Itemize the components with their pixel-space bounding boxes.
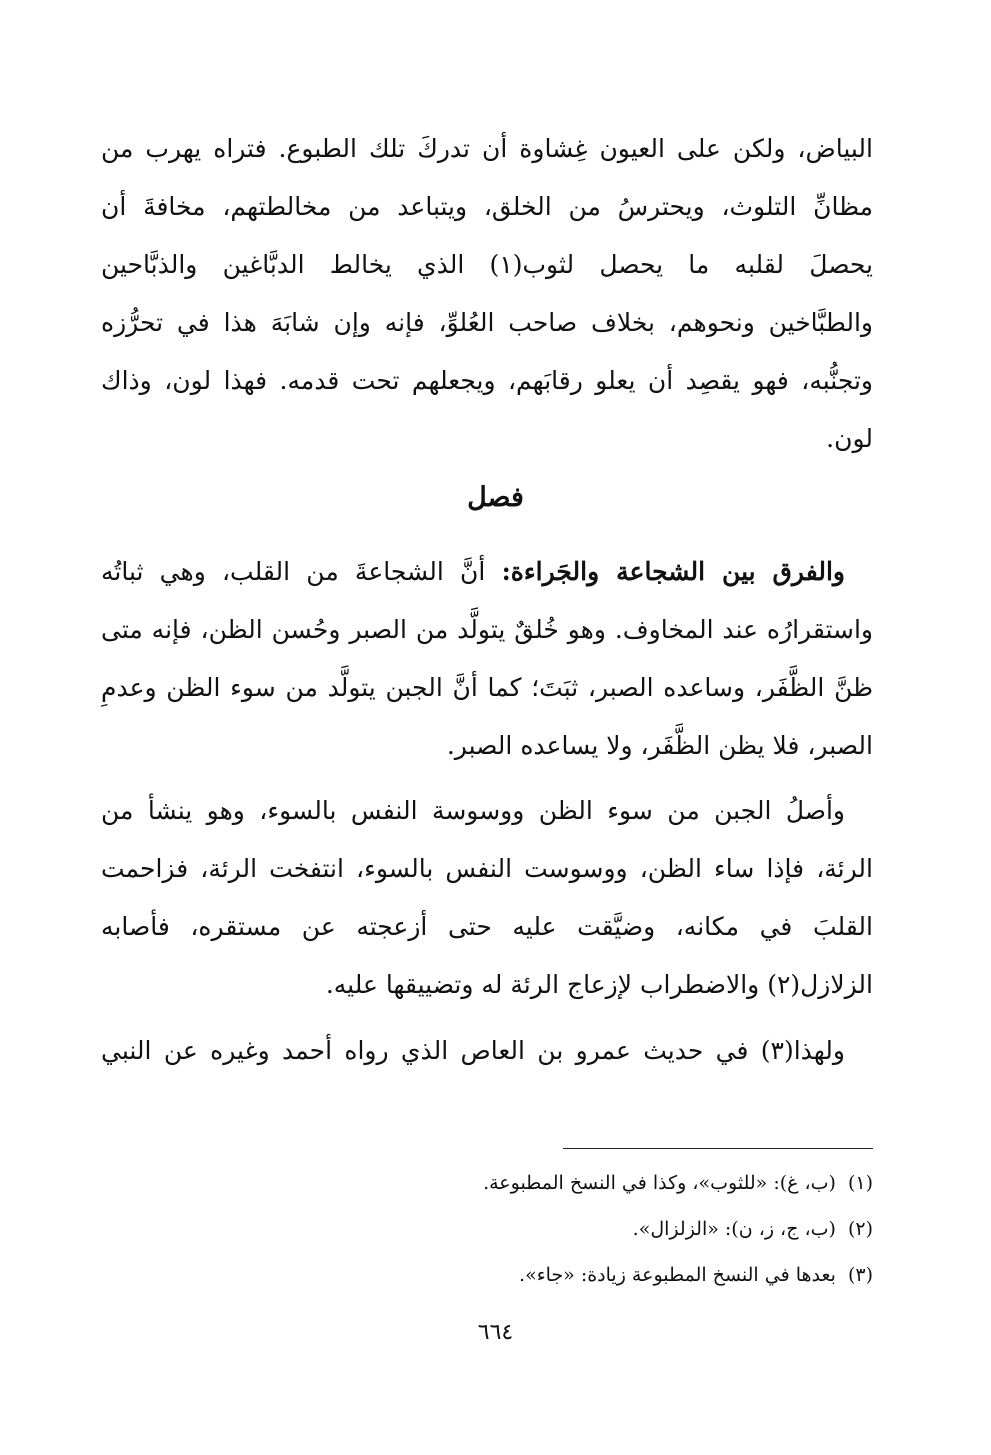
text-fragment: أنَّ الشجاعةَ من القلب، وهي ثباتُه — [101, 557, 502, 586]
footnotes — [101, 1160, 873, 1298]
text-line: القلبَ في مكانه، وضيَّقت عليه حتى أزعجته عن مستقره، فأصابه — [101, 912, 873, 941]
defined-term: والفرق بين الشجاعة والجَراءة: — [501, 557, 846, 586]
paragraph-1 — [101, 120, 873, 468]
footnote-text: (ب، ج، ز، ن): «الزلزال». — [632, 1218, 836, 1240]
text-line: ولهذا(٣) في حديث عمرو بن العاص الذي رواه أحمد وغيره عن النبي — [101, 1036, 845, 1065]
text-line: وأصلُ الجبن من سوء الظن ووسوسة النفس بالسوء، وهو ينشأ من — [101, 796, 845, 825]
section-title: فصل — [467, 482, 524, 513]
footnote-separator — [563, 1148, 873, 1149]
text-line: البياض، ولكن على العيون غِشاوة أن تدركَ تلك الطبوع. فتراه يهرب من — [101, 134, 873, 163]
footnote-number: (٢) — [847, 1218, 873, 1240]
footnote-number: (١) — [847, 1172, 873, 1194]
footnote-text: بعدها في النسخ المطبوعة زيادة: «جاء». — [519, 1264, 836, 1286]
text-line: لون. — [826, 424, 873, 453]
text-line: مظانِّ التلوث، ويحترسُ من الخلق، ويتباعد من مخالطتهم، مخافةَ أن — [101, 192, 873, 221]
text-line: وتجنُّبه، فهو يقصِد أن يعلو رقابَهم، ويجعلهم تحت قدمه. فهذا لون، وذاك — [101, 366, 873, 395]
paragraph-3 — [101, 782, 873, 1014]
text-line: الصبر، فلا يظن الظَّفَر، ولا يساعده الصبر. — [446, 731, 873, 760]
footnote — [101, 1160, 873, 1206]
text-line: واستقرارُه عند المخاوف. وهو خُلقٌ يتولَّد من الصبر وحُسن الظن، فإنه متى — [101, 615, 873, 644]
footnote-number: (٣) — [847, 1264, 873, 1286]
paragraph-2 — [101, 543, 873, 775]
text-line: الزلازل(٢) والاضطراب لإزعاج الرئة له وتضييقها عليه. — [325, 970, 873, 999]
paragraph-4 — [101, 1022, 873, 1080]
text-line: ظنَّ الظَّفَر، وساعده الصبر، ثبَتَ؛ كما أنَّ الجبن يتولَّد من سوء الظن وعدمِ — [101, 673, 873, 702]
text-line — [101, 543, 873, 601]
footnote — [101, 1206, 873, 1252]
footnote-text: (ب، غ): «للثوب»، وكذا في النسخ المطبوعة. — [483, 1172, 836, 1194]
footnote — [101, 1252, 873, 1298]
text-line: والطبَّاخين ونحوهم، بخلاف صاحب العُلوِّ، فإنه وإن شابَهَ هذا في تحرُّزه — [101, 308, 873, 337]
page-number: ٦٦٤ — [477, 1320, 514, 1345]
text-line: الرئة، فإذا ساء الظن، ووسوست النفس بالسوء، انتفخت الرئة، فزاحمت — [101, 854, 873, 883]
text-line: يحصلَ لقلبه ما يحصل لثوب(١) الذي يخالط الدبَّاغين والذبَّاحين — [101, 250, 873, 279]
